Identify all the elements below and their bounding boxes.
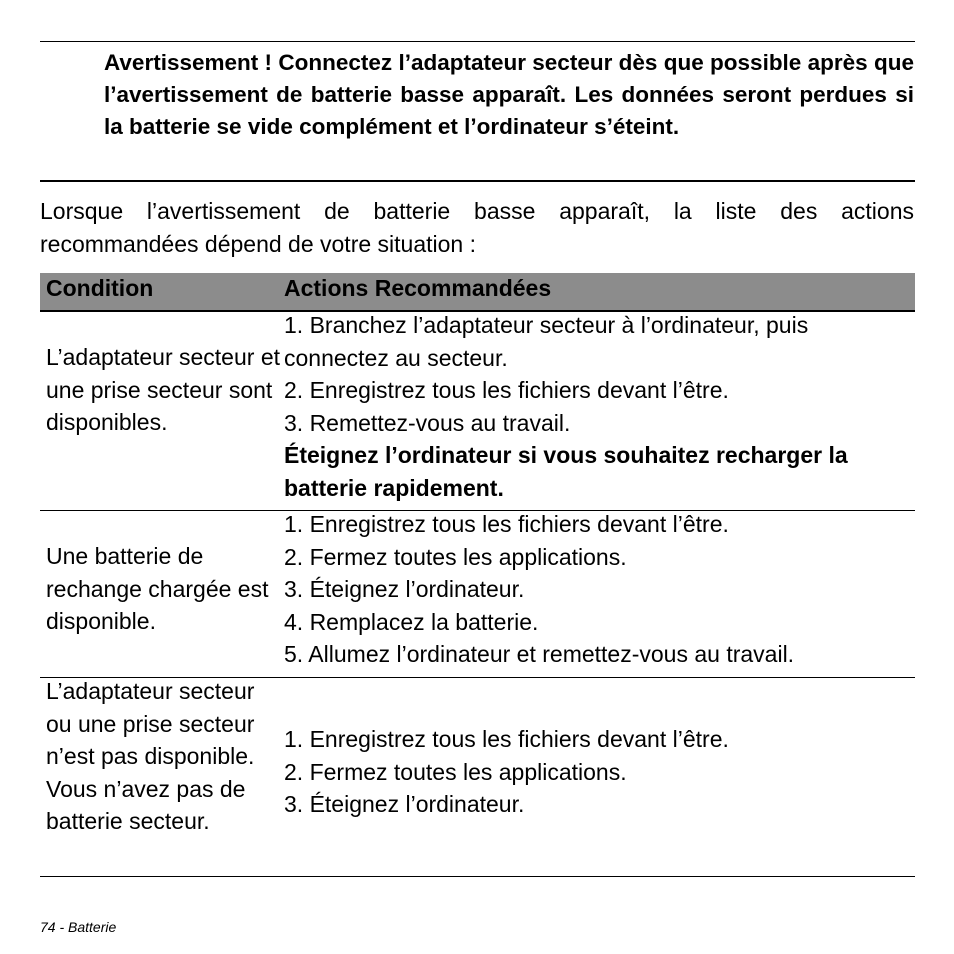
row-3-actions	[284, 723, 914, 821]
row-2-action-4: 4. Remplacez la batterie.	[284, 608, 539, 635]
warning-bottom-rule	[40, 180, 915, 182]
page-footer: 74 - Batterie	[40, 919, 117, 935]
row-1-action-1-cont: connectez au secteur.	[284, 344, 508, 371]
row-1-condition: L’adaptateur secteur et une prise secteur sont disponibles.	[46, 344, 280, 435]
row-1-action-3: 3. Remettez-vous au travail.	[284, 409, 571, 436]
intro-paragraph: Lorsque l’avertissement de batterie basse apparaît, la liste des actions recommandées dépend de votre situation :	[40, 198, 914, 257]
row-2-actions	[284, 508, 914, 671]
row-1-action-1: 1. Branchez l’adaptateur secteur à l’ordinateur, puis	[284, 312, 809, 338]
row-2-action-3: 3. Éteignez l’ordinateur.	[284, 576, 525, 602]
header-actions: Actions Recommandées	[284, 275, 552, 301]
row-3-action-2: 2. Fermez toutes les applications.	[284, 758, 627, 785]
row-3-action-3: 3. Éteignez l’ordinateur.	[284, 791, 525, 817]
table-header	[40, 273, 915, 312]
row-1-note: Éteignez l’ordinateur si vous souhaitez recharger la batterie rapidement.	[284, 442, 848, 501]
row-3-condition: L’adaptateur secteur ou une prise secteur n’est pas disponible. Vous n’avez pas de batterie secteur.	[46, 678, 255, 834]
row-2-action-2: 2. Fermez toutes les applications.	[284, 543, 627, 570]
warning-text: Avertissement ! Connectez l’adaptateur secteur dès que possible après que l’avertissement de batterie basse apparaît. Les données seront perdues si la batterie se vide complément et l’ordinateur s’éteint.	[104, 50, 914, 139]
row-2-action-5: 5. Allumez l’ordinateur et remettez-vous au travail.	[284, 641, 795, 667]
header-condition: Condition	[46, 275, 154, 301]
row-1-actions	[284, 309, 914, 504]
row-2-condition: Une batterie de rechange chargée est disponible.	[46, 543, 269, 634]
row-2-action-1: 1. Enregistrez tous les fichiers devant l’être.	[284, 511, 729, 537]
row-3-action-1: 1. Enregistrez tous les fichiers devant l’être.	[284, 726, 729, 752]
row-1-action-2: 2. Enregistrez tous les fichiers devant l’être.	[284, 377, 729, 403]
table-bottom-rule	[40, 876, 915, 877]
warning-top-rule	[40, 41, 915, 42]
